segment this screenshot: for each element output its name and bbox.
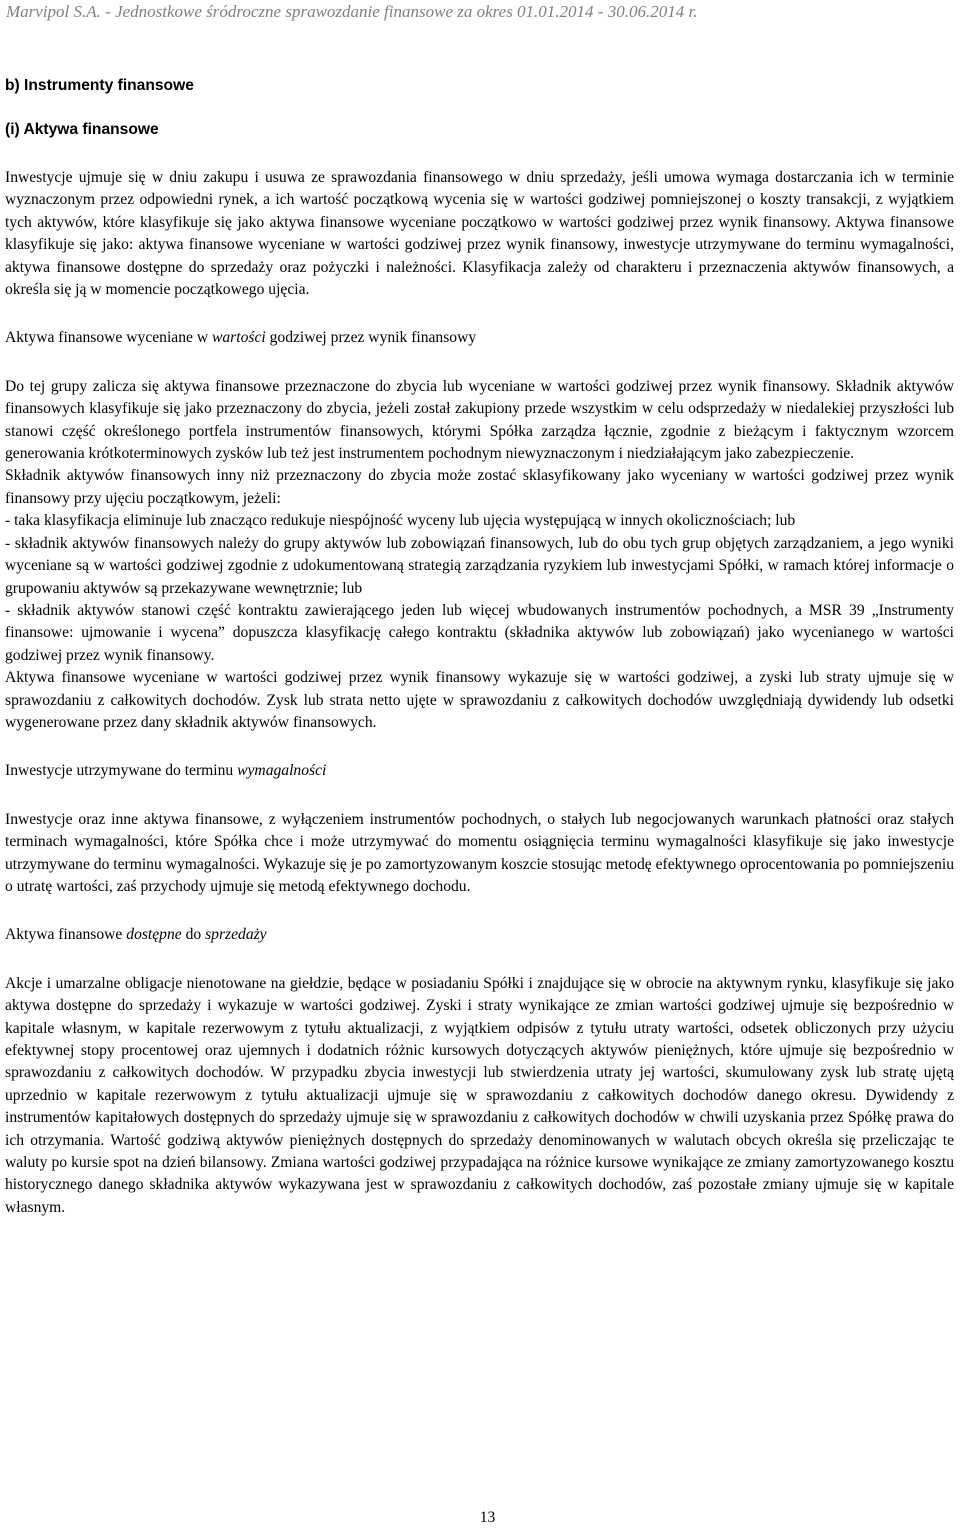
fvtpl-title-italic: wartości [211, 329, 266, 347]
fvtpl-title-suffix: godziwej przez wynik finansowy [265, 329, 477, 347]
document-header: Marvipol S.A. - Jednostkowe śródroczne sprawozdanie finansowe za okres 01.01.2014 - 30.06.2014 r. [6, 2, 698, 21]
fvtpl-subheading [5, 327, 954, 349]
fvtpl-title-prefix: Aktywa finansowe wyceniane w [5, 329, 212, 347]
afs-subheading [5, 924, 954, 946]
htm-subheading [5, 760, 954, 782]
fvtpl-bullet-3: - składnik aktywów stanowi część kontraktu zawierającego jeden lub więcej wbudowanych instrumentów pochodnych, a MSR 39 „Instrumenty finansowe: ujmowanie i wycena” dopuszcza klasyfikację całego kontraktu (składnika aktywów lub zobowiązań) jako wycenianego w wartości godziwej przez wynik finansowy. [5, 601, 954, 664]
afs-paragraph-1: Akcje i umarzalne obligacje nienotowane na giełdzie, będące w posiadaniu Spółki i znajdujące się w obrocie na aktywnym rynku, klasyfikuje się jako aktywa dostępne do sprzedaży i wykazuje w wartości godziwej. Zyski i straty wynikające ze zmian wartości godziwej ujmuje się bezpośrednio w kapitale własnym, w kapitale rezerwowym z tytułu aktualizacji, z wyjątkiem odpisów z tytułu utraty wartości, odsetek obliczonych przy użyciu efektywnej stopy procentowej oraz ujemnych i dodatnich różnic kursowych dotyczących aktywów pieniężnych, które ujmuje się bezpośrednio w sprawozdaniu z całkowitych dochodów. W przypadku zbycia inwestycji lub stwierdzenia utraty jej wartości, skumulowany zysk lub stratę ujętą uprzednio w kapitale rezerwowym z tytułu aktualizacji ujmuje się w sprawozdaniu z całkowitych dochodów danego okresu. Dywidendy z instrumentów kapitałowych dostępnych do sprzedaży ujmuje się w sprawozdaniu z całkowitych dochodów w chwili uzyskania przez Spółkę prawa do ich otrzymania. Wartość godziwą aktywów pieniężnych dostępnych do sprzedaży denominowanych w walutach obcych określa się przeliczając te waluty po kursie spot na dzień bilansowy. Zmiana wartości godziwej przypadająca na różnice kursowe wynikające ze zmiany zamortyzowanego kosztu historycznego danego składnika aktywów wykazywana jest w sprawozdaniu z całkowitych dochodów, zaś pozostałe zmiany ujmuje się w kapitale własnym. [5, 974, 954, 1216]
document-body [5, 75, 954, 1219]
afs-title-prefix: Aktywa finansowe [5, 926, 127, 944]
htm-paragraph-1: Inwestycje oraz inne aktywa finansowe, z wyłączeniem instrumentów pochodnych, o stałych lub negocjowanych warunkach płatności oraz stałych terminach wymagalności, które Spółka chce i może utrzymywać do momentu osiągnięcia terminu wymagalności klasyfikuje się jako inwestycje utrzymywane do terminu wymagalności. Wykazuje się je po zamortyzowanym koszcie stosując metodę efektywnego oprocentowania po pomniejszeniu o utratę wartości, zaś przychody ujmuje się metodą efektywnego dochodu. [5, 810, 954, 895]
subsection-heading: (i) Aktywa finansowe [5, 121, 159, 138]
afs-title-italic-1: dostępne [126, 926, 182, 944]
fvtpl-bullet-1: - taka klasyfikacja eliminuje lub znacząco redukuje niespójność wyceny lub ujęcia występującą w innych okolicznościach; lub [5, 512, 796, 530]
intro-paragraph: Inwestycje ujmuje się w dniu zakupu i usuwa ze sprawozdania finansowego w dniu sprzedaży, jeśli umowa wymaga dostarczania ich w terminie wyznaczonym przez odpowiedni rynek, a ich wartość początkową wycenia się w wartości godziwej pomniejszonej o koszty transakcji, z wyjątkiem tych aktywów, które klasyfikuje się jako aktywa finansowe wyceniane początkowo w wartości godziwej przez wynik finansowy. Aktywa finansowe klasyfikuje się jako: aktywa finansowe wyceniane w wartości godziwej przez wynik finansowy, inwestycje utrzymywane do terminu wymagalności, aktywa finansowe dostępne do sprzedaży oraz pożyczki i należności. Klasyfikacja zależy od charakteru i przeznaczenia aktywów finansowych, a określa się ją w momencie początkowego ujęcia. [5, 169, 954, 299]
htm-title-italic: wymagalności [237, 762, 327, 780]
fvtpl-bullet-2: - składnik aktywów finansowych należy do grupy aktywów lub zobowiązań finansowych, lub do obu tych grup objętych zarządzaniem, a jego wyniki wyceniane są w wartości godziwej zgodnie z udokumentowaną strategią zarządzania ryzykiem lub inwestycjami Spółki, w ramach której informacje o grupowaniu aktywów są przekazywane wewnętrznie; lub [5, 534, 954, 597]
section-heading: b) Instrumenty finansowe [5, 77, 194, 94]
page-number: 13 [479, 1509, 496, 1526]
fvtpl-paragraph-2: Składnik aktywów finansowych inny niż przeznaczony do zbycia może zostać sklasyfikowany jako wyceniany w wartości godziwej przez wynik finansowy przy ujęciu początkowym, jeżeli: [5, 467, 954, 507]
htm-title-prefix: Inwestycje utrzymywane do terminu [5, 762, 238, 780]
afs-title-italic-2: sprzedaży [205, 926, 267, 944]
fvtpl-paragraph-3: Aktywa finansowe wyceniane w wartości godziwej przez wynik finansowy wykazuje się w wartości godziwej, a zyski lub straty ujmuje się w sprawozdaniu z całkowitych dochodów. Zysk lub strata netto ujęte w sprawozdaniu z całkowitych dochodów uwzględniają dywidendy lub odsetki wygenerowane przez dany składnik aktywów finansowych. [5, 669, 954, 731]
afs-title-middle: do [181, 926, 206, 944]
fvtpl-paragraph-1: Do tej grupy zalicza się aktywa finansowe przeznaczone do zbycia lub wyceniane w wartości godziwej przez wynik finansowy. Składnik aktywów finansowych klasyfikuje się jako przeznaczony do zbycia, jeżeli został zakupiony przede wszystkim w celu odsprzedaży w niedalekiej przyszłości lub stanowi część określonego portfela instrumentów finansowych, którymi Spółka zarządza łącznie, zgodnie z bieżącym i faktycznym wzorcem generowania krótkoterminowych zysków lub też jest instrumentem pochodnym niewyznaczonym i niedziałającym jako zabezpieczenie. [5, 377, 954, 463]
